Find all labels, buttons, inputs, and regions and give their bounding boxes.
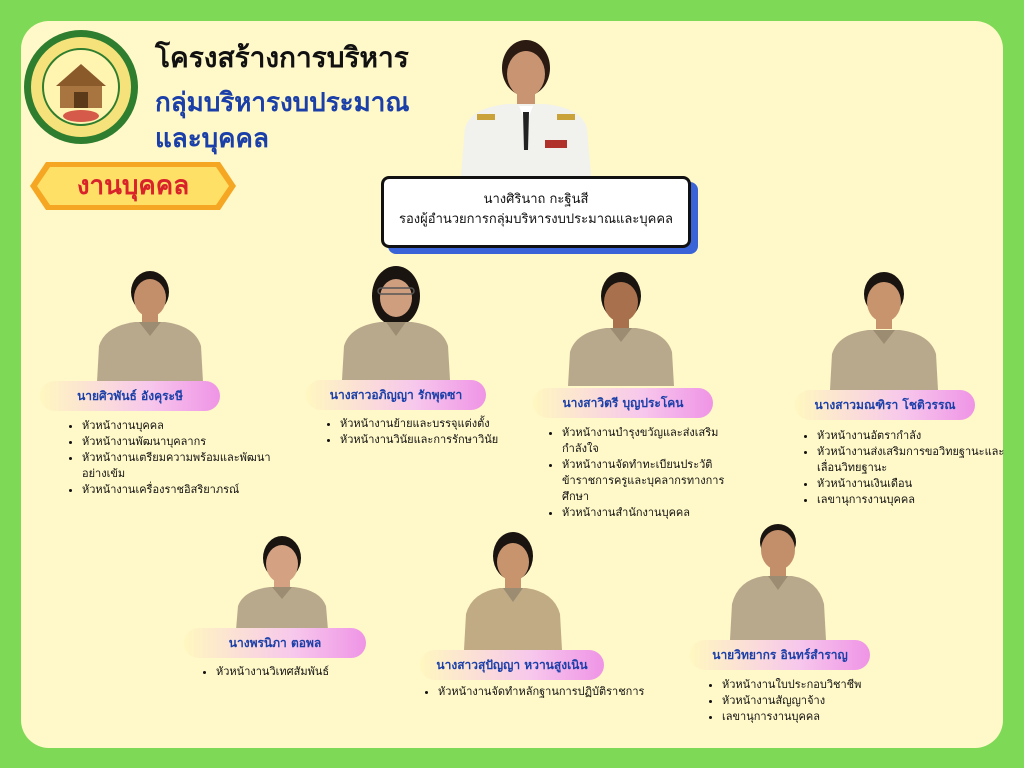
duty-item: • หัวหน้างานเงินเดือน (817, 476, 1007, 492)
director-photo (457, 28, 595, 176)
duty-list (62, 418, 272, 498)
staff-name: นางสาวสุปัญญา หวานสูงเนิน (436, 658, 588, 672)
duty-item: • หัวหน้างานเตรียมความพร้อมและพัฒนาอย่างเข้ม (82, 450, 272, 482)
duty-item: • เลขานุการงานบุคคล (817, 492, 1007, 508)
staff-photo (828, 266, 940, 390)
duty-item: • หัวหน้างานใบประกอบวิชาชีพ (722, 677, 922, 693)
duty-item: • หัวหน้างานวินัยและการรักษาวินัย (340, 432, 540, 448)
title-line-1: โครงสร้างการบริหาร (155, 41, 409, 74)
staff-name-tag (40, 381, 220, 411)
director-box (381, 176, 691, 248)
duty-item: • หัวหน้างานส่งเสริมการขอวิทยฐานะและเลื่อนวิทยฐานะ (817, 444, 1007, 476)
staff-name: นางสาวิตรี บุญประโคน (562, 396, 684, 410)
duty-item: • หัวหน้างานบุคคล (82, 418, 272, 434)
duty-item: • หัวหน้างานอัตรากำลัง (817, 428, 1007, 444)
staff-name: นางสาวอภิญญา รักพุดซา (329, 388, 463, 402)
section-label (28, 160, 238, 212)
staff-name-tag (306, 380, 486, 410)
school-logo (22, 28, 140, 146)
title-line-2: กลุ่มบริหารงบประมาณ (155, 88, 410, 118)
duty-item: • หัวหน้างานเครื่องราชอิสริยาภรณ์ (82, 482, 272, 498)
staff-photo (728, 520, 828, 640)
duty-list (702, 677, 922, 725)
staff-name-tag (795, 390, 975, 420)
director-position: รองผู้อำนวยการกลุ่มบริหารงบประมาณและบุคคล (399, 212, 673, 227)
duty-list (320, 416, 540, 448)
staff-photo (232, 532, 332, 630)
staff-name-tag (533, 388, 713, 418)
staff-photo (95, 264, 205, 382)
duty-item: • หัวหน้างานวิเทศสัมพันธ์ (216, 664, 406, 680)
staff-name-tag (690, 640, 870, 670)
duty-list (418, 684, 678, 700)
staff-name: นางพรนิภา ตอพล (228, 636, 322, 650)
duty-item: • หัวหน้างานบำรุงขวัญและส่งเสริมกำลังใจ (562, 425, 740, 457)
staff-name: นายศิวพันธ์ อังคุระษี (77, 389, 183, 403)
staff-photo (462, 528, 564, 650)
staff-photo (340, 262, 452, 380)
duty-item: • เลขานุการงานบุคคล (722, 709, 922, 725)
section-label-text: งานบุคคล (76, 171, 190, 201)
duty-list (542, 425, 740, 521)
duty-item: • หัวหน้างานจัดทำหลักฐานการปฏิบัติราชการ (438, 684, 678, 700)
duty-item: • หัวหน้างานพัฒนาบุคลากร (82, 434, 272, 450)
staff-name-tag (420, 650, 604, 680)
duty-item: • หัวหน้างานสัญญาจ้าง (722, 693, 922, 709)
duty-list (797, 428, 1007, 508)
staff-name-tag (184, 628, 366, 658)
staff-name: นางสาวมณฑิรา โชติวรรณ (814, 398, 956, 412)
staff-photo (566, 266, 676, 386)
duty-item: • หัวหน้างานจัดทำทะเบียนประวัติข้าราชการครูและบุคลากรทางการศึกษา (562, 457, 740, 505)
title-line-3: และบุคคล (155, 124, 269, 154)
duty-item: • หัวหน้างานสำนักงานบุคคล (562, 505, 740, 521)
director-name: นางศิรินาถ กะฐินสี (483, 192, 589, 207)
duty-item: • หัวหน้างานย้ายและบรรจุแต่งตั้ง (340, 416, 540, 432)
staff-name: นายวิทยากร อินทร์สำราญ (712, 648, 848, 662)
duty-list (196, 664, 406, 680)
